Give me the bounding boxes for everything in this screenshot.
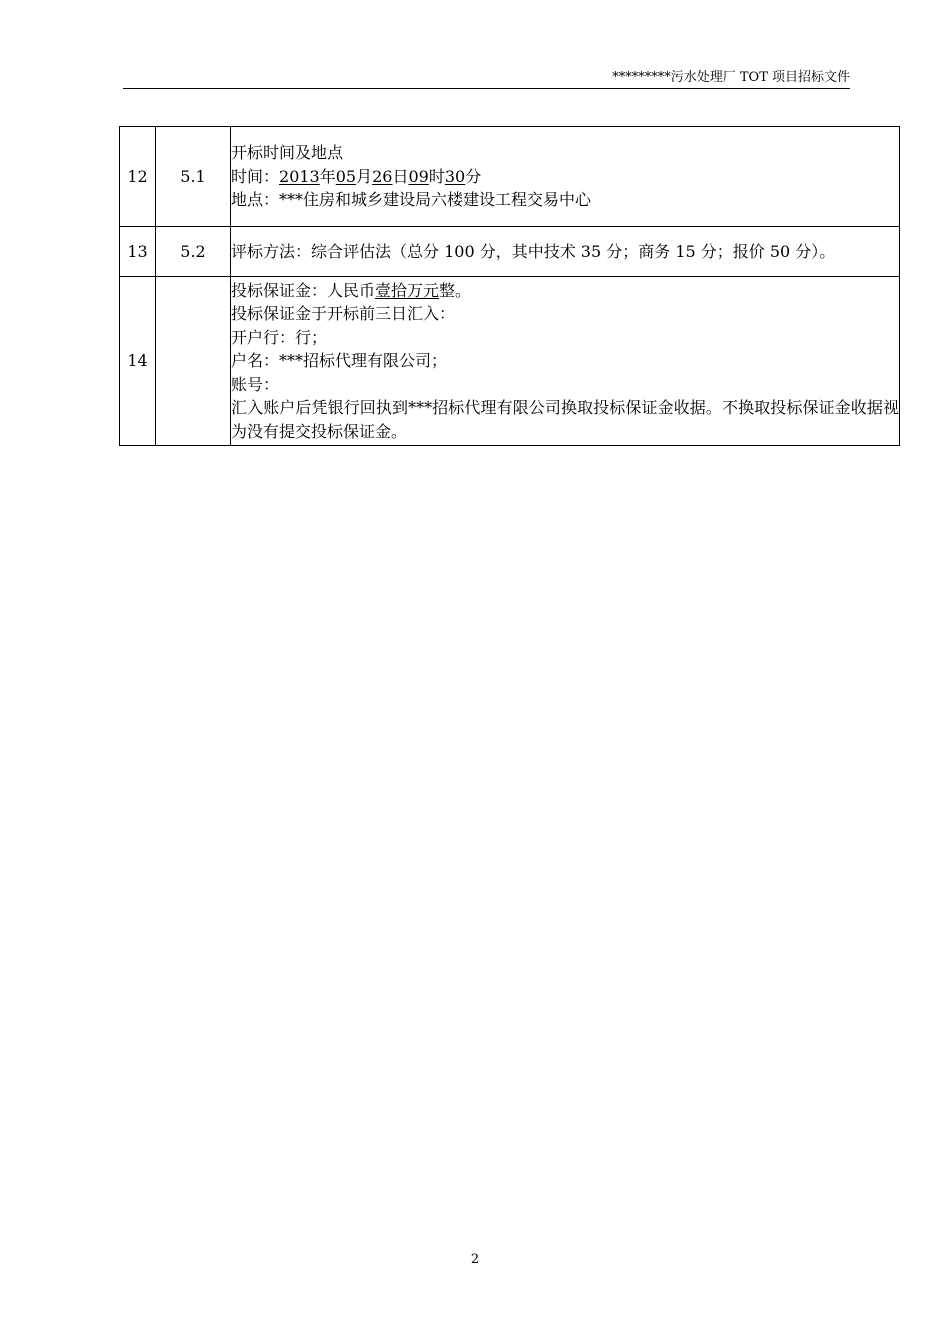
opening-title: 开标时间及地点: [231, 143, 344, 163]
header-title: *********污水处理厂 TOT 项目招标文件: [612, 70, 850, 85]
deposit-bank: 开户行：行；: [231, 327, 328, 347]
deposit-amount: 投标保证金：人民币壹拾万元整。: [231, 280, 472, 300]
opening-time: 时间：2013年05月26日09时30分: [231, 166, 482, 186]
row-number: 14: [120, 277, 156, 446]
table-row: [120, 127, 900, 227]
row-content: [231, 127, 900, 227]
table-row: [120, 227, 900, 277]
deposit-deadline: 投标保证金于开标前三日汇入：: [231, 304, 456, 324]
clause-number: [156, 277, 231, 446]
row-number: 12: [120, 127, 156, 227]
deposit-note: 汇入账户后凭银行回执到***招标代理有限公司换取投标保证金收据。不换取投标保证金收据视为没有提交投标保证金。: [231, 398, 899, 441]
clause-number: 5.1: [156, 127, 231, 227]
deposit-value: 壹拾万元: [375, 280, 440, 300]
day-value: 26: [372, 166, 393, 186]
deposit-account-number: 账号：: [231, 374, 280, 394]
month-value: 05: [335, 166, 357, 186]
year-value: 2013: [279, 166, 320, 186]
page-number: 2: [470, 1252, 480, 1267]
table-row: [120, 277, 900, 446]
page-header: [123, 70, 850, 89]
opening-location: 地点：***住房和城乡建设局六楼建设工程交易中心: [231, 190, 592, 210]
row-content: [231, 277, 900, 446]
bid-data-table: [119, 126, 900, 446]
deposit-account-name: 户名：***招标代理有限公司；: [231, 351, 448, 371]
row-number: 13: [120, 227, 156, 277]
hour-value: 09: [408, 166, 429, 186]
evaluation-method: 评标方法：综合评估法（总分 100 分，其中技术 35 分；商务 15 分；报价 50 分）。: [231, 227, 900, 277]
clause-number: 5.2: [156, 227, 231, 277]
minute-value: 30: [444, 166, 466, 186]
